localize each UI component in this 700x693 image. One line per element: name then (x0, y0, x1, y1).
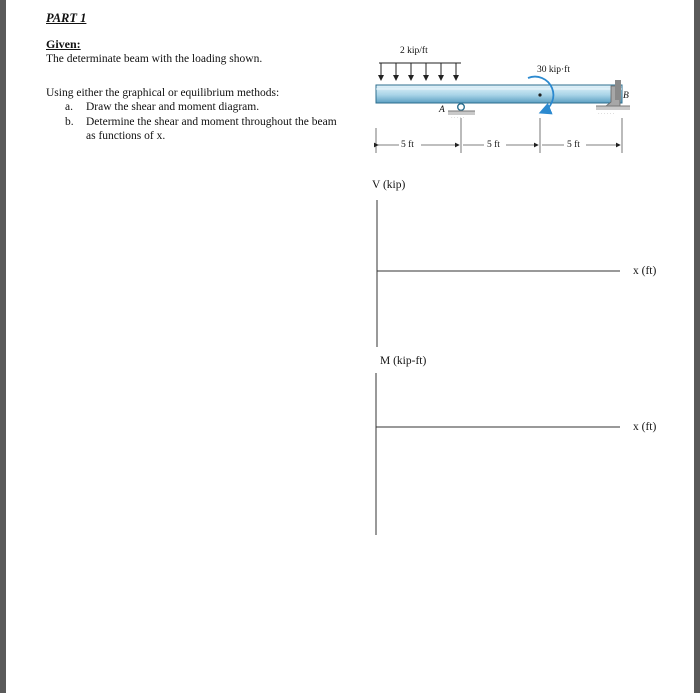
dim-3: 5 ft (567, 140, 580, 150)
item-b-text: Determine the shear and moment throughout the beam (86, 116, 337, 128)
shear-axes (377, 200, 620, 347)
moment-ylabel: M (kip-ft) (380, 355, 427, 367)
svg-text:· · · · · ·: · · · · · · (598, 112, 615, 117)
given-heading: Given: (46, 37, 81, 51)
moment-label: 30 kip·ft (537, 65, 570, 75)
moment-xlabel: x (ft) (633, 421, 657, 433)
dim-2: 5 ft (487, 140, 500, 150)
item-a-marker: a. (65, 101, 73, 113)
given-text: The determinate beam with the loading shown. (46, 53, 263, 65)
item-a-text: Draw the shear and moment diagram. (86, 101, 260, 113)
instructions-intro: Using either the graphical or equilibrium methods: (46, 87, 280, 99)
support-a-label: A (439, 105, 445, 115)
beam-figure (6, 0, 694, 693)
beam (376, 85, 622, 103)
moment-axes (376, 373, 620, 535)
dim-1: 5 ft (401, 140, 414, 150)
shear-xlabel: x (ft) (633, 265, 657, 277)
distributed-load (379, 63, 461, 80)
support-b-label: B (623, 91, 629, 101)
worksheet-page (6, 0, 694, 693)
shear-ylabel: V (kip) (372, 179, 406, 191)
load-label: 2 kip/ft (400, 46, 428, 56)
part-title: PART 1 (46, 11, 87, 25)
item-b-marker: b. (65, 116, 74, 128)
svg-text:· · · · ·: · · · · · (451, 116, 465, 121)
roller-support-a (448, 104, 475, 121)
item-b-text-continued: as functions of x. (86, 130, 166, 142)
